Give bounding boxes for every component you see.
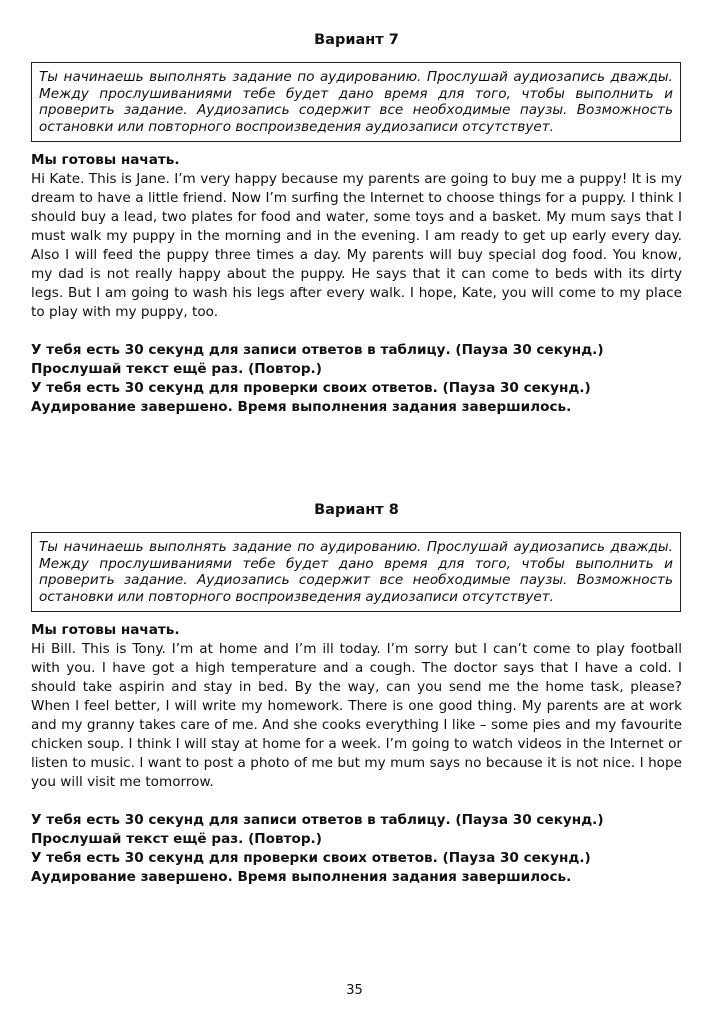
variant-8-closing-instructions — [31, 811, 682, 887]
variant-8-closing-line: Аудирование завершено. Время выполнения задания завершилось. — [31, 869, 572, 886]
variant-7-ready-heading: Мы готовы начать. — [31, 152, 180, 169]
variant-8-listening-text: Hi Bill. This is Tony. I’m at home and I’m ill today. I’m sorry but I can’t come to play football with you. I have got a high temperature and a cough. The doctor says that I have a cold. I should take aspirin and stay in bed. By the way, can you send me the home task, please? When I feel better, I will write my homework. There is one good thing. My parents are at work and my granny takes care of me. And she cooks everything I like – some pies and my favourite chicken soup. I think I will stay at home for a week. I’m going to watch videos in the Internet or listen to music. I want to post a photo of me but my mum says no because it is not nice. I hope you will visit me tomorrow. — [31, 641, 682, 791]
variant-7-closing-instructions — [31, 341, 682, 417]
variant-7-title: Вариант 7 — [314, 32, 399, 48]
variant-7-instructions-box: Ты начинаешь выполнять задание по аудированию. Прослушай аудиозапись дважды. Между прослушиваниями тебе будет дано время для того, чтобы выполнить и проверить задание. Аудиозапись содержит все необходимые паузы. Возможность остановки или повторного воспроизведения аудиозаписи отсутствует. — [31, 62, 681, 142]
variant-7-closing-line: У тебя есть 30 секунд для записи ответов в таблицу. (Пауза 30 секунд.) — [31, 342, 604, 359]
variant-8-closing-line: Прослушай текст ещё раз. (Повтор.) — [31, 831, 322, 848]
variant-8-section — [31, 500, 682, 887]
variant-7-closing-line: Прослушай текст ещё раз. (Повтор.) — [31, 361, 322, 378]
variant-8-title: Вариант 8 — [314, 502, 399, 518]
page-number: 35 — [346, 983, 363, 998]
variant-7-closing-line: У тебя есть 30 секунд для проверки своих ответов. (Пауза 30 секунд.) — [31, 380, 591, 397]
variant-8-ready-heading: Мы готовы начать. — [31, 622, 180, 639]
variant-8-closing-line: У тебя есть 30 секунд для проверки своих ответов. (Пауза 30 секунд.) — [31, 850, 591, 867]
variant-8-instructions-box: Ты начинаешь выполнять задание по аудированию. Прослушай аудиозапись дважды. Между прослушиваниями тебе будет дано время для того, чтобы выполнить и проверить задание. Аудиозапись содержит все необходимые паузы. Возможность остановки или повторного воспроизведения аудиозаписи отсутствует. — [31, 532, 681, 612]
variant-8-closing-line: У тебя есть 30 секунд для записи ответов в таблицу. (Пауза 30 секунд.) — [31, 812, 604, 829]
variant-7-listening-text: Hi Kate. This is Jane. I’m very happy because my parents are going to buy me a puppy! It is my dream to have a little friend. Now I’m surfing the Internet to choose things for a puppy. I think I should buy a lead, two plates for food and water, some toys and a basket. My mum says that I must walk my puppy in the morning and in the evening. I am ready to get up early every day. Also I will feed the puppy three times a day. My parents will buy special dog food. You know, my dad is not really happy about the puppy. He says that it can come to beds with its dirty legs. But I am going to wash his legs after every walk. I hope, Kate, you will come to my place to play with my puppy, too. — [31, 171, 682, 321]
variant-7-closing-line: Аудирование завершено. Время выполнения задания завершилось. — [31, 399, 572, 416]
variant-7-section — [31, 30, 682, 417]
